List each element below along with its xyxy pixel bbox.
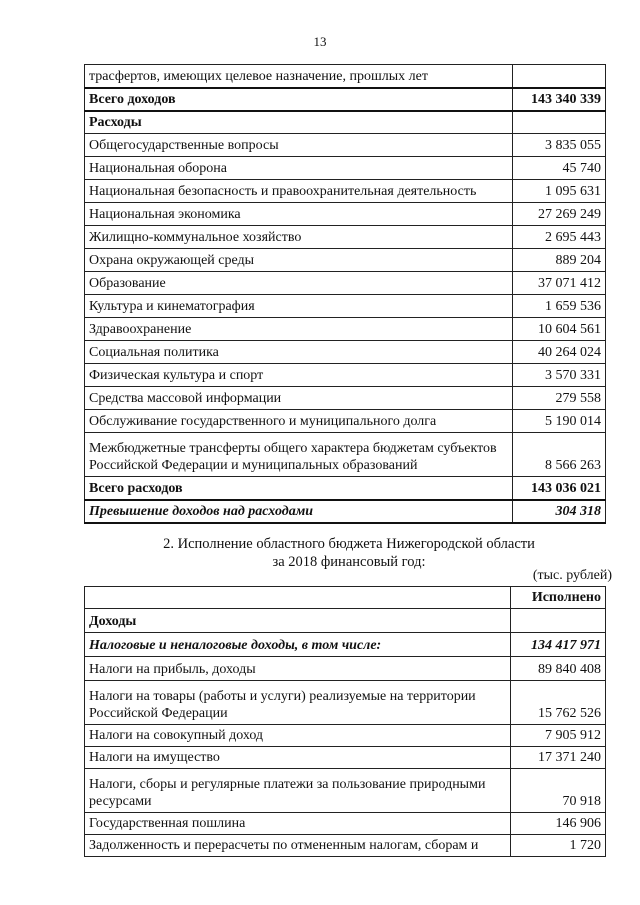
- row-value: 5 190 014: [513, 410, 606, 433]
- section-title: [84, 535, 614, 571]
- row-label: Задолженность и перерасчеты по отмененным налогам, сборам и: [85, 835, 511, 857]
- table-row: [85, 813, 606, 835]
- row-label: Охрана окружающей среды: [85, 249, 513, 272]
- table-row: [85, 725, 606, 747]
- table-row: [85, 387, 606, 410]
- row-value: 143 340 339: [513, 88, 606, 111]
- budget-table-execution-body: [85, 587, 606, 857]
- table-row: [85, 364, 606, 387]
- table-row: [85, 341, 606, 364]
- table-row: [85, 295, 606, 318]
- table-row: [85, 477, 606, 500]
- budget-table-execution: [84, 586, 606, 857]
- table-row: [85, 203, 606, 226]
- row-value: 70 918: [511, 769, 606, 813]
- row-value: [511, 609, 606, 633]
- table-row: [85, 65, 606, 88]
- row-value: 15 762 526: [511, 681, 606, 725]
- header-label-cell: [85, 587, 511, 609]
- row-value: 37 071 412: [513, 272, 606, 295]
- row-label: Государственная пошлина: [85, 813, 511, 835]
- row-label: Налоги на совокупный доход: [85, 725, 511, 747]
- row-label: Налоги на товары (работы и услуги) реализуемые на территории Российской Федерации: [85, 681, 511, 725]
- table-row: [85, 180, 606, 203]
- table-row: [85, 88, 606, 111]
- row-label: Доходы: [85, 609, 511, 633]
- row-value: 7 905 912: [511, 725, 606, 747]
- row-label: Национальная безопасность и правоохранительная деятельность: [85, 180, 513, 203]
- row-value: 27 269 249: [513, 203, 606, 226]
- row-value: 134 417 971: [511, 633, 606, 657]
- row-value: [513, 65, 606, 88]
- budget-table-expenses: [84, 64, 606, 524]
- table-row: [85, 433, 606, 477]
- table-row: [85, 769, 606, 813]
- row-value: 17 371 240: [511, 747, 606, 769]
- row-label: Физическая культура и спорт: [85, 364, 513, 387]
- row-value: 304 318: [513, 500, 606, 523]
- row-label: Жилищно-коммунальное хозяйство: [85, 226, 513, 249]
- table-row: [85, 111, 606, 134]
- row-label: Общегосударственные вопросы: [85, 134, 513, 157]
- row-value: 2 695 443: [513, 226, 606, 249]
- row-label: Расходы: [85, 111, 513, 134]
- row-value: 8 566 263: [513, 433, 606, 477]
- row-value: 146 906: [511, 813, 606, 835]
- table-row: [85, 835, 606, 857]
- table-row: [85, 500, 606, 523]
- row-value: 40 264 024: [513, 341, 606, 364]
- row-value: 89 840 408: [511, 657, 606, 681]
- table-row: [85, 134, 606, 157]
- row-label: Здравоохранение: [85, 318, 513, 341]
- table-row: [85, 681, 606, 725]
- table-row: [85, 249, 606, 272]
- row-label: Налоги, сборы и регулярные платежи за пользование природными ресурсами: [85, 769, 511, 813]
- row-value: 889 204: [513, 249, 606, 272]
- unit-label: (тыс. рублей): [532, 568, 612, 583]
- row-label: Социальная политика: [85, 341, 513, 364]
- row-value: [513, 111, 606, 134]
- row-value: 1 720: [511, 835, 606, 857]
- header-value-cell: Исполнено: [511, 587, 606, 609]
- row-value: 1 095 631: [513, 180, 606, 203]
- row-label: Всего расходов: [85, 477, 513, 500]
- row-label: Межбюджетные трансферты общего характера бюджетам субъектов Российской Федерации и муниципальных образований: [85, 433, 513, 477]
- table-row: [85, 633, 606, 657]
- table-row: [85, 609, 606, 633]
- row-label: Национальная экономика: [85, 203, 513, 226]
- page-number: 13: [313, 34, 327, 49]
- row-label: Культура и кинематография: [85, 295, 513, 318]
- table-row: [85, 410, 606, 433]
- row-label: Налоги на имущество: [85, 747, 511, 769]
- section-title-line1: 2. Исполнение областного бюджета Нижегородской области: [163, 536, 535, 552]
- table-row: [85, 157, 606, 180]
- row-label: Средства массовой информации: [85, 387, 513, 410]
- table-header-row: [85, 587, 606, 609]
- row-value: 279 558: [513, 387, 606, 410]
- table-row: [85, 272, 606, 295]
- row-value: 45 740: [513, 157, 606, 180]
- budget-table-expenses-body: [85, 65, 606, 523]
- row-label: Образование: [85, 272, 513, 295]
- row-value: 143 036 021: [513, 477, 606, 500]
- table-row: [85, 747, 606, 769]
- table-row: [85, 226, 606, 249]
- row-label: Всего доходов: [85, 88, 513, 111]
- table-row: [85, 318, 606, 341]
- section-title-line2: за 2018 финансовый год:: [272, 554, 426, 570]
- row-value: 1 659 536: [513, 295, 606, 318]
- row-value: 3 570 331: [513, 364, 606, 387]
- row-value: 3 835 055: [513, 134, 606, 157]
- row-label: Превышение доходов над расходами: [85, 500, 513, 523]
- row-label: Обслуживание государственного и муниципального долга: [85, 410, 513, 433]
- row-label: Налоговые и неналоговые доходы, в том числе:: [85, 633, 511, 657]
- row-label: Национальная оборона: [85, 157, 513, 180]
- row-label: Налоги на прибыль, доходы: [85, 657, 511, 681]
- row-label: трасфертов, имеющих целевое назначение, прошлых лет: [85, 65, 513, 88]
- table-row: [85, 657, 606, 681]
- row-value: 10 604 561: [513, 318, 606, 341]
